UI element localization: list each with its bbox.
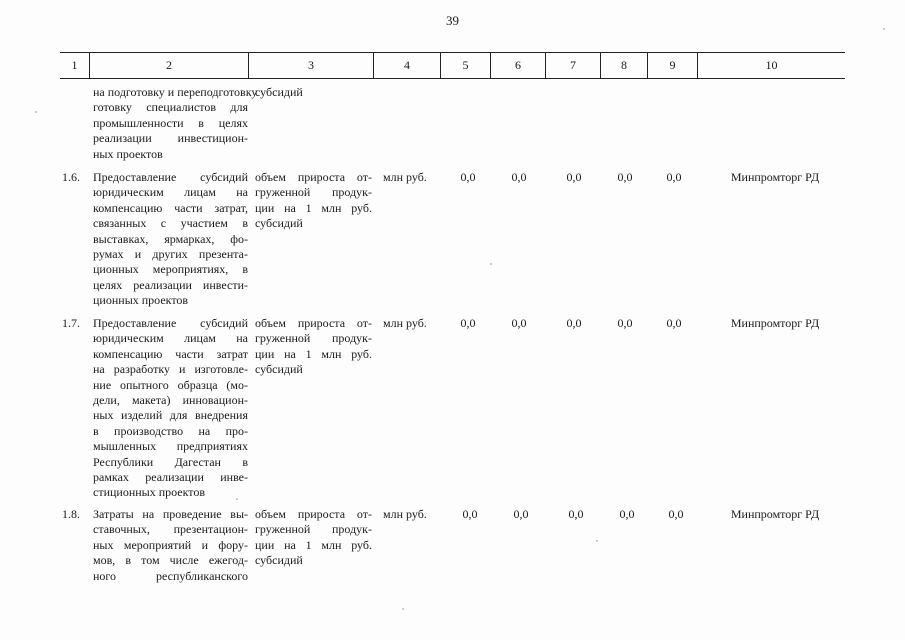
measure-name-line: румах и других презента-: [93, 247, 248, 262]
value-col-6: 0,0: [513, 507, 529, 521]
measure-name-line: ных проектов: [93, 146, 163, 161]
measure-name-cell: [93, 507, 248, 584]
column-number-header: [60, 52, 845, 79]
scan-speck: [402, 608, 404, 610]
measure-name-line: мышленных предприятиях: [93, 439, 248, 454]
value-col-5: 0,0: [460, 316, 476, 330]
header-col-3: 3: [249, 53, 374, 78]
value-col-8: 0,0: [617, 170, 633, 184]
measure-name-line: Предоставление субсидий: [93, 316, 248, 330]
measure-name-line: Предоставление субсидий: [93, 170, 248, 184]
value-col-5: 0,0: [462, 507, 478, 521]
indicator-cell: [255, 316, 372, 378]
measure-name-cell: [93, 316, 248, 501]
indicator-line: объем прироста от-: [255, 170, 372, 184]
measure-name-line: реализации инвестицион-: [93, 131, 248, 146]
value-col-8: 0,0: [617, 316, 633, 330]
value-col-9: 0,0: [666, 316, 682, 330]
measure-name-line: Республики Дагестан в: [93, 454, 248, 469]
row-number: 1.6.: [62, 170, 80, 184]
measure-name-line: на подготовку и переподготовку: [93, 85, 258, 99]
indicator-line: груженной продук-: [255, 522, 372, 537]
measure-name-line: готовку специалистов для: [93, 100, 248, 115]
indicator-cell: [255, 170, 372, 232]
measure-name-line: ных изделий для внедрения: [93, 408, 248, 423]
value-col-7: 0,0: [568, 507, 584, 521]
value-col-6: 0,0: [511, 316, 527, 330]
row-number: 1.8.: [62, 507, 80, 521]
header-col-2: 2: [90, 53, 249, 78]
measure-name-line: стиционных проектов: [93, 485, 206, 500]
measure-name-line: выставках, ярмарках, фо-: [93, 231, 248, 246]
indicator-line: ции на 1 млн руб.: [255, 346, 372, 361]
indicator-line: субсидий: [255, 362, 303, 377]
value-col-8: 0,0: [619, 507, 635, 521]
value-col-9: 0,0: [666, 170, 682, 184]
indicator-cell: [255, 507, 372, 569]
value-col-7: 0,0: [566, 170, 582, 184]
measure-name-line: ных мероприятий и фору-: [93, 537, 248, 552]
indicator-line: субсидий: [255, 216, 303, 231]
scan-speck: [596, 540, 598, 542]
executor-cell: Минпромторг РД: [730, 170, 820, 184]
executor-cell: Минпромторг РД: [730, 507, 820, 521]
measure-name-line: дели, макета) инновацион-: [93, 393, 248, 408]
scan-speck: [35, 111, 37, 113]
indicator-line: ции на 1 млн руб.: [255, 200, 372, 215]
measure-name-line: компенсацию части затрат,: [93, 200, 248, 215]
measure-name-line: ционных проектов: [93, 293, 189, 308]
value-col-5: 0,0: [460, 170, 476, 184]
indicator-cell: [255, 85, 372, 100]
measure-name-line: связанных с участием в: [93, 216, 248, 231]
indicator-line: субсидий: [255, 85, 303, 99]
measure-name-line: юридическим лицам на: [93, 185, 248, 200]
measure-name-line: мов, в том числе ежегод-: [93, 553, 248, 568]
measure-name-line: ционных мероприятиях, в: [93, 262, 248, 277]
measure-name-line: компенсацию части затрат: [93, 346, 248, 361]
indicator-line: ции на 1 млн руб.: [255, 537, 372, 552]
measure-name-line: ставочных, презентацион-: [93, 522, 248, 537]
row-number: 1.7.: [62, 316, 80, 330]
executor-cell: Минпромторг РД: [730, 316, 820, 330]
measure-name-line: Затраты на проведение вы-: [93, 507, 248, 521]
unit-cell: млн руб.: [383, 316, 427, 330]
indicator-line: объем прироста от-: [255, 507, 372, 521]
measure-name-line: ние опытного образца (мо-: [93, 377, 248, 392]
measure-name-line: в производство на про-: [93, 423, 248, 438]
indicator-line: субсидий: [255, 553, 303, 568]
measure-name-line: ного республиканского: [93, 568, 248, 583]
measure-name-line: рамках реализации инве-: [93, 470, 248, 485]
value-col-9: 0,0: [668, 507, 684, 521]
header-col-8: 8: [601, 53, 648, 78]
unit-cell: млн руб.: [383, 507, 427, 521]
header-col-5: 5: [441, 53, 491, 78]
measure-name-cell: [93, 85, 258, 162]
header-col-10: 10: [765, 58, 778, 72]
scan-speck: [490, 263, 492, 265]
page-number: 39: [446, 13, 459, 28]
measure-name-line: промышленности в целях: [93, 115, 248, 130]
header-col-4: 4: [374, 53, 441, 78]
measure-name-line: целях реализации инвести-: [93, 277, 248, 292]
header-col-6: 6: [491, 53, 546, 78]
value-col-7: 0,0: [566, 316, 582, 330]
indicator-line: груженной продук-: [255, 331, 372, 346]
unit-cell: млн руб.: [383, 170, 427, 184]
header-col-1: 1: [60, 53, 90, 78]
indicator-line: объем прироста от-: [255, 316, 372, 330]
value-col-6: 0,0: [511, 170, 527, 184]
scan-speck: [236, 498, 238, 500]
header-col-9: 9: [648, 53, 698, 78]
measure-name-cell: [93, 170, 248, 309]
scan-speck: [883, 28, 885, 30]
measure-name-line: на разработку и изготовле-: [93, 362, 248, 377]
measure-name-line: юридическим лицам на: [93, 331, 248, 346]
indicator-line: груженной продук-: [255, 185, 372, 200]
header-col-7: 7: [546, 53, 601, 78]
